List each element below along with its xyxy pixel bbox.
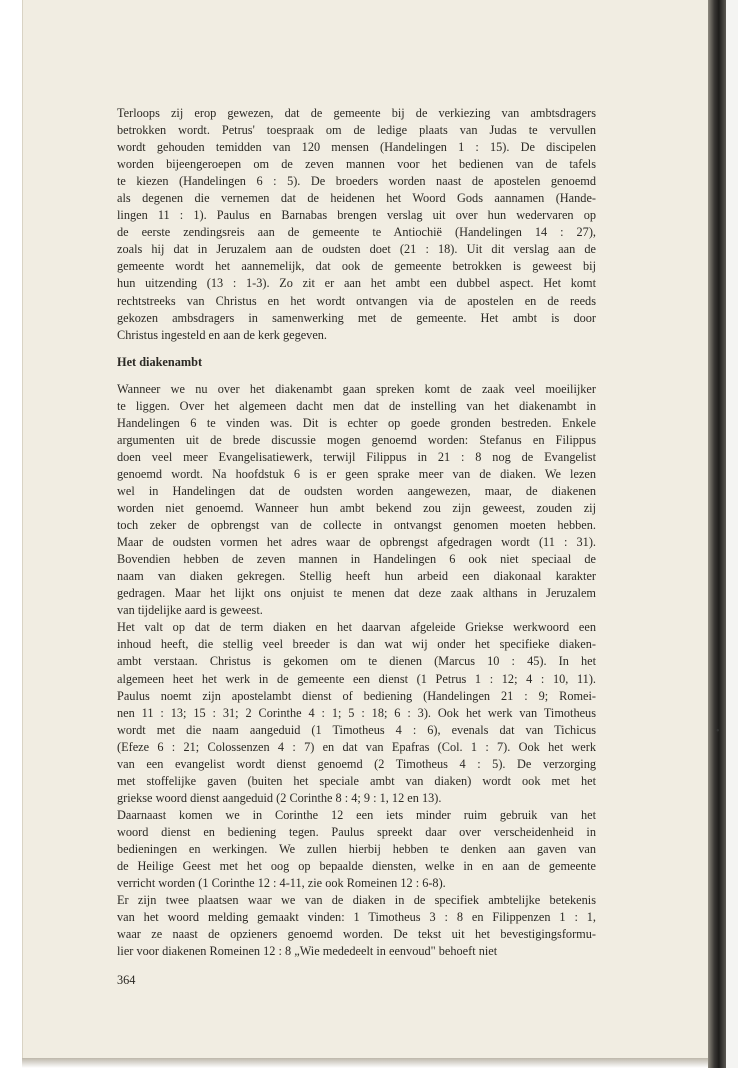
text-line: worden niet genoemd. Wanneer hun ambt bekend zou zijn geweest, zouden zij [117, 501, 596, 516]
text-line: wordt gehouden temidden van 120 mensen (Handelingen 1 : 15). De discipelen [117, 140, 596, 155]
text-line: gemeente wordt het aannemelijk, dat ook de gemeente betrokken is geweest bij [117, 259, 596, 274]
text-line: Terloops zij erop gewezen, dat de gemeente bij de verkiezing van ambtsdragers [117, 106, 596, 120]
page-bottom-shadow [22, 1058, 712, 1068]
text-line: gedragen. Maar het lijkt ons onjuist te menen dat deze zaak althans in Jeruzalem [117, 586, 596, 601]
text-line: lingen 11 : 1). Paulus en Barnabas brengen verslag uit over hun wedervaren op [117, 208, 596, 223]
text-line: te liggen. Over het algemeen dacht men dat de instelling van het diakenambt in [117, 398, 596, 413]
text-line: de eerste zendingsreis aan de gemeente te Antiochië (Handelingen 14 : 27), [117, 225, 596, 240]
text-line: ambt verstaan. Christus is gekomen om te dienen (Marcus 10 : 45). In het [117, 654, 596, 669]
text-line: hun uitzending (13 : 1-3). Zo zit er aan het ambt een dubbel aspect. Het komt [117, 276, 596, 291]
text-line: naam van diaken gekregen. Stellig heeft hun arbeid een diakonaal karakter [117, 569, 596, 584]
text-line: van het woord melding gemaakt vinden: 1 Timotheus 3 : 8 en Filippenzen 1 : 1, [117, 910, 596, 925]
text-line: doen veel meer Evangelisatiewerk, terwijl Filippus in 21 : 8 nog de Evangelist [117, 449, 596, 464]
text-line: worden bijeengeroepen om de zeven mannen voor het bedienen van de tafels [117, 157, 596, 172]
text-line: nen 11 : 13; 15 : 31; 2 Corinthe 4 : 1; 5 : 18; 6 : 3). Ook het werk van Timotheus [117, 705, 596, 720]
text-line: Handelingen 6 te vinden was. Dit is echter op goede gronden bestreden. Enkele [117, 415, 596, 430]
text-line: argumenten uit de brede discussie mogen genoemd worden: Stefanus en Filippus [117, 432, 596, 447]
text-line: als degenen die vernemen dat de heidenen het Woord Gods aannamen (Hande- [117, 191, 596, 206]
body-text [117, 105, 596, 960]
text-line: met stoffelijke gaven (buiten het speciale ambt van diaken) wordt ook met het [117, 773, 596, 788]
binding-edge [726, 0, 738, 1068]
page-number: 364 [117, 973, 136, 987]
text-line: bedieningen en werkingen. We zullen hierbij hebben te denken aan gaven van [117, 841, 596, 856]
text-line: waar ze naast de opzieners genoemd worden. De tekst uit het bevestigingsformu- [117, 927, 596, 942]
text-line: zoals hij dat in Jeruzalem aan de oudsten doet (21 : 18). Uit dit verslag aan de [117, 242, 596, 257]
text-line: Paulus noemt zijn apostelambt dienst of bediening (Handelingen 21 : 9; Romei- [117, 688, 596, 703]
text-line: genoemd wordt. Na hoofdstuk 6 is er geen sprake meer van de diaken. We lezen [117, 466, 596, 481]
text-line: Wanneer we nu over het diakenambt gaan spreken komt de zaak veel moeilijker [117, 381, 596, 396]
text-line: woord dienst en bediening tegen. Paulus spreekt daar over verscheidenheid in [117, 824, 596, 839]
text-line: de Heilige Geest met het oog op bepaalde diensten, welke in en aan de gemeente [117, 859, 596, 874]
text-line: te kiezen (Handelingen 6 : 5). De broeders worden naast de apostelen genoemd [117, 174, 596, 189]
text-line: gekozen ambsdragers in samenwerking met de gemeente. Het ambt is door [117, 310, 596, 325]
margin-mark: • [716, 726, 720, 737]
text-line: algemeen heet het werk in de gemeente een dienst (1 Petrus 1 : 12; 4 : 10, 11). [117, 671, 596, 686]
text-line: Het valt op dat de term diaken en het daarvan afgeleide Griekse werkwoord een [117, 620, 596, 635]
text-line: rechtstreeks van Christus en het wordt ontvangen via de apostelen en de reeds [117, 293, 596, 308]
text-line: toch zeker de opbrengst van de collecte in ontvangst genomen moeten hebben. [117, 518, 596, 533]
text-line: betrokken wordt. Petrus' toespraak om de ledige plaats van Judas te vervullen [117, 123, 596, 138]
text-line: Maar de oudsten vormen het adres waar de opbrengst afgedragen wordt (11 : 31). [117, 535, 596, 550]
text-line: griekse woord dienst aangeduid (2 Corinthe 8 : 4; 9 : 1, 12 en 13). [117, 790, 442, 805]
text-line: van een evangelist wordt dienst genoemd (2 Timotheus 4 : 5). De verzorging [117, 756, 596, 771]
text-line: (Efeze 6 : 21; Colossenzen 4 : 7) en dat van Epafras (Col. 1 : 7). Ook het werk [117, 739, 596, 754]
text-line: Bovendien hebben de zeven mannen in Handelingen 6 ook niet speciaal de [117, 552, 596, 567]
section-heading: Het diakenambt [117, 354, 203, 369]
text-line: Er zijn twee plaatsen waar we van de diaken in de specifiek ambtelijke betekenis [117, 893, 596, 908]
text-line: Daarnaast komen we in Corinthe 12 een iets minder ruim gebruik van het [117, 807, 596, 822]
text-line: verricht worden (1 Corinthe 12 : 4-11, zie ook Romeinen 12 : 6-8). [117, 876, 446, 891]
text-line: lier voor diakenen Romeinen 12 : 8 „Wie mededeelt in eenvoud" behoeft niet [117, 944, 498, 959]
book-binding [708, 0, 726, 1068]
text-line: wordt met die naam aangeduid (1 Timotheus 4 : 6), evenals dat van Tichicus [117, 722, 596, 737]
text-line: wel in Handelingen dat de oudsten worden aangewezen, maar, de diakenen [117, 483, 596, 498]
text-line: inhoud heeft, die stellig veel breeder is dan wat wij onder het specifieke diaken- [117, 637, 596, 652]
text-line: van tijdelijke aard is geweest. [117, 603, 263, 618]
text-line: Christus ingesteld en aan de kerk gegeven. [117, 327, 328, 342]
